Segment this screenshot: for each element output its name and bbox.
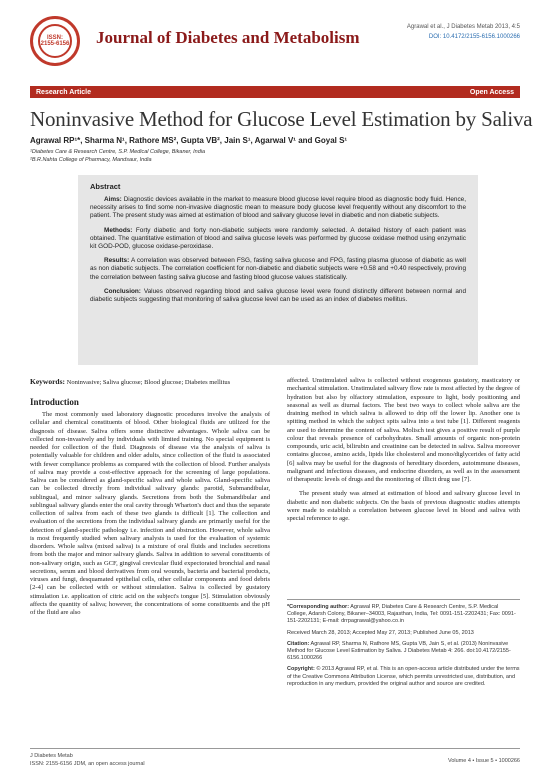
intro-paragraph: The most commonly used laboratory diagnostic procedures involve the analysis of cellular and chemical constituents of blood. Other biological fluids are utilized for the diagnosis of disease. Saliva offers some distinctive advantages. Whole saliva can be collected non-invasively and by individuals with limited training. No special equipment is needed for collection of the fluid. Diagnosis of disease via the analysis of saliva is potentially valuable for children and older adults, since collection of the fluid is associated with fewer compliance problems as compared with the collection of blood. Further analysis of saliva may provide a cost-effective approach for the screening of large populations. Saliva can be considered as gland-specific saliva and whole saliva. Gland-specific saliva can be collected directly from individual salivary glands: parotid, Submandibular, sublingual, and minor salivary glands. Secretions from both the Submandibular and sublingual salivary glands enter the oral cavity through Wharton's duct and thus the separate collection of saliva from each of these two glands is difficult [1]. The collection and evaluation of the secretions from the individual salivary glands are primarily useful for the detection of gland-specific pathology i.e. infection and obstruction. However, whole saliva is most frequently studied when salivary analysis is used for the evaluation of systemic disorders. Whole saliva (mixed saliva) is a mixture of oral fluids and includes secretions from both the major and minor salivary glands. Saliva in addition to several constituents of non-salivary origin, such as GCF, gingival crevicular fluid expectorated bronchial and nasal secretions, serum and blood derivatives from oral wounds, bacteria and bacterial products, viruses and fungi, desquamated epithelial cells, other cellular components and food debris [2-4] can be collected with or without stimulation. Saliva is collected by gustatory stimulation i.e. application of citric acid on the subject's tongue [5]. Stimulation obviously affects the quantity of saliva; however, the concentrations of some constituents and the pH of the fluid are also <box>30 411 270 616</box>
affiliation-1: ¹Diabetes Care & Research Centre, S.P. Medical College, Bikaner, India <box>30 149 206 155</box>
keywords <box>30 377 270 387</box>
corresponding-author: *Corresponding author: Agrawal RP, Diabetes Care & Research Centre, S.P. Medical College, Adarsh Colony, Bikaner–34003, Rajasthan, India, Tel: 0091-151-2202431; Fax: 0091-151-2202131; E-mail: drrpagrawal@yahoo.co.in <box>287 604 516 625</box>
abstract-aims: Aims: Diagnostic devices available in the market to measure blood glucose level require blood as diagnostic body fluid. Hence, necessity arises to find some non-invasive diagnostic mean to measure body glucose level frequently without any discomfort to the patient. The present study was aimed at estimation of blood and salivary glucose level in diabetic and non diabetic subjects. <box>90 196 466 220</box>
footer-volume: Volume 4 • Issue 5 • 1000266 <box>447 758 520 764</box>
open-access-label: Open Access <box>469 88 514 96</box>
journal-title: Journal of Diabetes and Metabolism <box>96 28 360 47</box>
abstract-box <box>78 175 478 365</box>
logo-issn: ISSN: 2155-6156 <box>38 24 72 58</box>
citation-note: Citation: Agrawal RP, Sharma N, Rathore MS, Gupta VB, Jain S, et al. (2013) Noninvasive Method for Glucose Level Estimation by Saliva. J Diabetes Metab 4: 266. doi:10.4172/2155-6156.1000266 <box>287 640 511 662</box>
abstract-results: Results: A correlation was observed between FSG, fasting saliva glucose and FPG, fasting plasma glucose of diabetic as well as non diabetic subjects. The correlation coefficient for non-diabetic and diabetic subjects were +0.58 and +0.40 respectively, proving the correlation between fasting saliva glucose and fasting blood glucose values statistically. <box>90 257 466 281</box>
footer-left <box>30 752 145 768</box>
article-type: Research Article <box>36 88 91 96</box>
introduction-heading: Introduction <box>30 397 79 407</box>
keywords-text: Noninvasive; Saliva glucose; Blood glucose; Diabetes mellitus <box>66 379 231 386</box>
footer-journal: J Diabetes Metab <box>30 753 73 759</box>
copyright-note: Copyright: © 2013 Agrawal RP, et al. This is an open-access article distributed under the terms of the Creative Commons Attribution License, which permits unrestricted use, distribution, and reproduction in any medium, provided the original author and source are credited. <box>287 666 520 687</box>
correspondence-block <box>287 599 520 692</box>
header-citation <box>407 22 520 42</box>
right-column <box>287 377 520 523</box>
abstract-conclusion: Conclusion: Values observed regarding blood and saliva glucose level were found distinctly different between normal and diabetic subjects suggesting that monitoring of saliva glucose level can be used as an index of diabetes mellitus. <box>90 287 467 304</box>
article-type-bar <box>30 86 520 98</box>
keywords-label: Keywords: <box>30 377 65 386</box>
doi-link[interactable]: DOI: 10.4172/2155-6156.1000266 <box>428 34 520 40</box>
left-column <box>30 411 270 617</box>
citation-text: Agrawal et al., J Diabetes Metab 2013, 4:5 <box>406 24 520 30</box>
journal-logo <box>30 16 80 66</box>
body-paragraph-2: The present study was aimed at estimation of blood and salivary glucose level in diabetic and non diabetic subjects. On the basis of previous diagnostic studies attempts were made to establish a correlation between glucose level in blood and saliva with special reference to age. <box>287 490 520 522</box>
received-dates: Received March 28, 2013; Accepted May 27, 2013; Published June 05, 2013 <box>287 629 474 636</box>
author-list: Agrawal RP¹*, Sharma N¹, Rathore MS², Gupta VB², Jain S¹, Agarwal V¹ and Goyal S¹ <box>30 136 348 145</box>
footer-divider <box>30 748 520 749</box>
abstract-heading: Abstract <box>90 182 121 191</box>
abstract-methods: Methods: Forty diabetic and forty non-diabetic subjects were randomly selected. A detailed history of each patient was obtained. The quantitative estimation of blood and saliva glucose levels was performed by glucose oxidase method using enzymatic kit GOD-POD, glucose oxidase-peroxidase. <box>90 226 466 251</box>
footer-issn: ISSN: 2155-6156 JDM, an open access journal <box>30 761 145 767</box>
affiliation-2: ²B.R.Nahta College of Pharmacy, Mandsaur, India <box>30 157 152 163</box>
paper-title: Noninvasive Method for Glucose Level Estimation by Saliva <box>30 107 533 131</box>
body-paragraph-1: affected. Unstimulated saliva is collected without exogenous gustatory, masticatory or mechanical stimulation. Unstimulated salivary flow rate is most affected by the degree of hydration but also by olfactory stimulation, exposure to light, body positioning and seasonal as well as diurnal factors. The best two ways to collect whole saliva are the draining method in which saliva is allowed to drip off the lower lip. Another one is spitting method in which the subject spits saliva into a test tube [1]. Different reagents are used to determine the content of saliva. Molisch test gives a positive result of purple colour that reveals presence of carbohydrates. Small amounts of organic non-protein compounds, uric acid, bilirubin and creatinine can be detected in saliva. Saliva moreover contains glucose, amino acids, lipids like cholesterol and mono/diglycerides of fatty acid [6] saliva may be useful for the diagnosis of hereditary disorders, autoimmune diseases, malignant and infectious diseases, and endocrine disorders, as well as in the assessment of therapeutic levels of drugs and the monitoring of illicit drug use [7]. <box>287 377 520 483</box>
